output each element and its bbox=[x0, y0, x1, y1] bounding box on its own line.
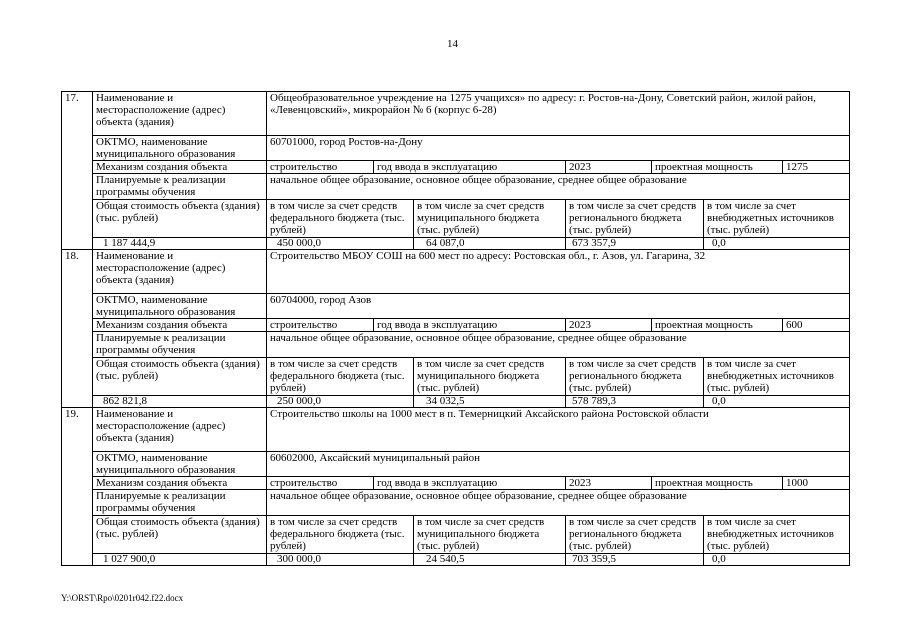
cost-values-row bbox=[62, 396, 850, 408]
municipal-budget-value: 34 032,5 bbox=[414, 396, 566, 408]
programs-row bbox=[62, 174, 850, 200]
object-name-value: Строительство школы на 1000 мест в п. Темерницкий Аксайского района Ростовской области bbox=[267, 408, 850, 452]
page-number: 14 bbox=[447, 38, 458, 50]
extrabudget-label: в том числе за счет внебюджетных источников (тыс. рублей) bbox=[704, 516, 850, 554]
municipal-budget-label: в том числе за счет средств муниципального бюджета (тыс. рублей) bbox=[414, 200, 566, 238]
mechanism-value: строительство bbox=[267, 161, 374, 174]
design-capacity-label: проектная мощность bbox=[652, 477, 783, 490]
cost-values-row bbox=[62, 554, 850, 566]
name-address-label: Наименование и месторасположение (адрес) объекта (здания) bbox=[93, 92, 267, 136]
row-number: 18. bbox=[62, 250, 93, 408]
objects-table bbox=[61, 91, 850, 566]
extrabudget-label: в том числе за счет внебюджетных источников (тыс. рублей) bbox=[704, 200, 850, 238]
municipal-budget-label: в том числе за счет средств муниципального бюджета (тыс. рублей) bbox=[414, 358, 566, 396]
programs-value: начальное общее образование, основное общее образование, среднее общее образование bbox=[267, 174, 850, 200]
mechanism-row bbox=[62, 477, 850, 490]
mechanism-label: Механизм создания объекта bbox=[93, 319, 267, 332]
oktmo-value: 60704000, город Азов bbox=[267, 294, 850, 319]
total-cost-value: 862 821,8 bbox=[93, 396, 267, 408]
object-name-row bbox=[62, 408, 850, 452]
programs-row bbox=[62, 490, 850, 516]
oktmo-row bbox=[62, 452, 850, 477]
design-capacity-label: проектная мощность bbox=[652, 161, 783, 174]
programs-row bbox=[62, 332, 850, 358]
cost-header-row bbox=[62, 200, 850, 238]
row-number: 17. bbox=[62, 92, 93, 250]
total-cost-value: 1 027 900,0 bbox=[93, 554, 267, 566]
regional-budget-value: 673 357,9 bbox=[566, 238, 704, 250]
municipal-budget-value: 24 540,5 bbox=[414, 554, 566, 566]
commissioning-year-value: 2023 bbox=[566, 319, 652, 332]
programs-label: Планируемые к реализации программы обучения bbox=[93, 332, 267, 358]
municipal-budget-label: в том числе за счет средств муниципального бюджета (тыс. рублей) bbox=[414, 516, 566, 554]
extrabudget-value: 0,0 bbox=[704, 238, 850, 250]
cost-values-row bbox=[62, 238, 850, 250]
total-cost-label: Общая стоимость объекта (здания) (тыс. рублей) bbox=[93, 358, 267, 396]
name-address-label: Наименование и месторасположение (адрес) объекта (здания) bbox=[93, 250, 267, 294]
federal-budget-value: 250 000,0 bbox=[267, 396, 414, 408]
federal-budget-value: 300 000,0 bbox=[267, 554, 414, 566]
commissioning-year-label: год ввода в эксплуатацию bbox=[374, 477, 566, 490]
oktmo-row bbox=[62, 136, 850, 161]
mechanism-value: строительство bbox=[267, 477, 374, 490]
total-cost-label: Общая стоимость объекта (здания) (тыс. рублей) bbox=[93, 200, 267, 238]
federal-budget-label: в том числе за счет средств федерального бюджета (тыс. рублей) bbox=[267, 358, 414, 396]
mechanism-row bbox=[62, 161, 850, 174]
regional-budget-label: в том числе за счет средств регионального бюджета (тыс. рублей) bbox=[566, 358, 704, 396]
design-capacity-value: 1000 bbox=[783, 477, 850, 490]
oktmo-label: ОКТМО, наименование муниципального образования bbox=[93, 294, 267, 319]
programs-label: Планируемые к реализации программы обучения bbox=[93, 490, 267, 516]
cost-header-row bbox=[62, 516, 850, 554]
extrabudget-value: 0,0 bbox=[704, 396, 850, 408]
design-capacity-value: 600 bbox=[783, 319, 850, 332]
mechanism-label: Механизм создания объекта bbox=[93, 477, 267, 490]
municipal-budget-value: 64 087,0 bbox=[414, 238, 566, 250]
programs-label: Планируемые к реализации программы обучения bbox=[93, 174, 267, 200]
total-cost-label: Общая стоимость объекта (здания) (тыс. рублей) bbox=[93, 516, 267, 554]
design-capacity-label: проектная мощность bbox=[652, 319, 783, 332]
oktmo-row bbox=[62, 294, 850, 319]
oktmo-value: 60701000, город Ростов-на-Дону bbox=[267, 136, 850, 161]
name-address-label: Наименование и месторасположение (адрес) объекта (здания) bbox=[93, 408, 267, 452]
commissioning-year-value: 2023 bbox=[566, 477, 652, 490]
extrabudget-value: 0,0 bbox=[704, 554, 850, 566]
object-name-value: Общеобразовательное учреждение на 1275 учащихся» по адресу: г. Ростов-на-Дону, Советский район, жилой район, «Левенцовский», микрорайон № 6 (корпус 6-28) bbox=[267, 92, 850, 136]
oktmo-label: ОКТМО, наименование муниципального образования bbox=[93, 136, 267, 161]
extrabudget-label: в том числе за счет внебюджетных источников (тыс. рублей) bbox=[704, 358, 850, 396]
regional-budget-label: в том числе за счет средств регионального бюджета (тыс. рублей) bbox=[566, 200, 704, 238]
oktmo-label: ОКТМО, наименование муниципального образования bbox=[93, 452, 267, 477]
object-name-row bbox=[62, 250, 850, 294]
object-name-value: Строительство МБОУ СОШ на 600 мест по адресу: Ростовская обл., г. Азов, ул. Гагарина, 32 bbox=[267, 250, 850, 294]
mechanism-row bbox=[62, 319, 850, 332]
programs-value: начальное общее образование, основное общее образование, среднее общее образование bbox=[267, 490, 850, 516]
commissioning-year-label: год ввода в эксплуатацию bbox=[374, 161, 566, 174]
object-name-row bbox=[62, 92, 850, 136]
footer-file-path: Y:\ORST\Rpo\0201r042.f22.docx bbox=[61, 593, 184, 603]
federal-budget-value: 450 000,0 bbox=[267, 238, 414, 250]
regional-budget-value: 578 789,3 bbox=[566, 396, 704, 408]
regional-budget-label: в том числе за счет средств регионального бюджета (тыс. рублей) bbox=[566, 516, 704, 554]
federal-budget-label: в том числе за счет средств федерального бюджета (тыс. рублей) bbox=[267, 516, 414, 554]
design-capacity-value: 1275 bbox=[783, 161, 850, 174]
regional-budget-value: 703 359,5 bbox=[566, 554, 704, 566]
commissioning-year-label: год ввода в эксплуатацию bbox=[374, 319, 566, 332]
cost-header-row bbox=[62, 358, 850, 396]
mechanism-value: строительство bbox=[267, 319, 374, 332]
row-number: 19. bbox=[62, 408, 93, 566]
federal-budget-label: в том числе за счет средств федерального бюджета (тыс. рублей) bbox=[267, 200, 414, 238]
programs-value: начальное общее образование, основное общее образование, среднее общее образование bbox=[267, 332, 850, 358]
mechanism-label: Механизм создания объекта bbox=[93, 161, 267, 174]
total-cost-value: 1 187 444,9 bbox=[93, 238, 267, 250]
oktmo-value: 60602000, Аксайский муниципальный район bbox=[267, 452, 850, 477]
commissioning-year-value: 2023 bbox=[566, 161, 652, 174]
